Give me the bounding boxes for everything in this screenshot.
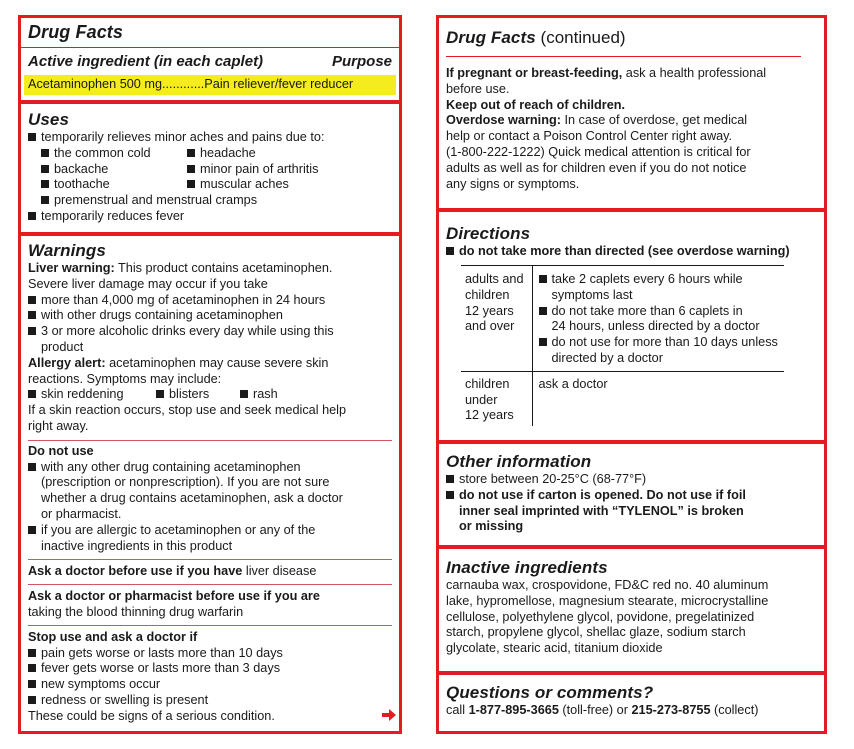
direction-line: symptoms last <box>551 287 633 302</box>
overdose-line: adults as well as for children even if you do not notice <box>446 160 747 175</box>
uses-item: minor pain of arthritis <box>187 162 392 178</box>
allergy-item: rash <box>240 387 392 403</box>
allergy-alert-text: reactions. Symptoms may include: <box>28 371 222 386</box>
adults-instructions <box>532 266 784 372</box>
drug-facts-left-panel <box>18 15 402 734</box>
pregnant-warning: If pregnant or breast-feeding, ask a health professional <box>446 66 767 80</box>
questions-contact: call 1-877-895-3665 (toll-free) or 215-273-8755 (collect) <box>446 703 759 717</box>
allergy-after: If a skin reaction occurs, stop use and seek medical help <box>28 403 347 418</box>
direction-item: do not use for more than 10 days unless <box>539 335 778 351</box>
adults-label: adults and children 12 years and over <box>461 266 532 372</box>
drug-facts-right-panel <box>436 15 827 734</box>
liver-warning: Liver warning: This product contains acetaminophen. <box>28 261 333 275</box>
bullet-square-icon <box>28 311 36 319</box>
bullet-square-icon <box>41 149 49 157</box>
purpose-heading: Purpose <box>331 53 392 70</box>
active-ingredient-section <box>21 18 399 104</box>
ask-pharmacist-text: taking the blood thinning drug warfarin <box>28 604 244 619</box>
active-ingredient-header <box>28 52 392 71</box>
questions-title: Questions or comments? <box>446 683 654 702</box>
drug-facts-title: Drug Facts <box>28 22 124 42</box>
warnings-title: Warnings <box>28 241 106 260</box>
uses-item: toothache <box>41 177 187 193</box>
bullet-square-icon <box>28 212 36 220</box>
liver-warning-text: Severe liver damage may occur if you take <box>28 276 268 291</box>
carton-line: or missing <box>459 519 524 534</box>
do-not-use-item: if you are allergic to acetaminophen or any of the <box>28 523 392 539</box>
children-label: children under 12 years <box>461 371 532 426</box>
uses-section <box>21 104 399 236</box>
children-instructions: ask a doctor <box>538 376 608 391</box>
do-not-use-item: with any other drug containing acetaminophen <box>28 460 392 476</box>
inactive-line: lake, hypromellose, magnesium stearate, microcrystalline <box>446 593 769 608</box>
direction-item: take 2 caplets every 6 hours while <box>539 272 778 288</box>
bullet-square-icon <box>28 327 36 335</box>
uses-title: Uses <box>28 110 70 129</box>
table-row <box>461 266 784 372</box>
inactive-line: carnauba wax, crospovidone, FD&C red no. 40 aluminum <box>446 578 769 592</box>
stop-use-title: Stop use and ask a doctor if <box>28 629 198 644</box>
other-information-section <box>439 444 824 549</box>
keep-out-of-reach: Keep out of reach of children. <box>446 97 626 112</box>
direction-line: directed by a doctor <box>551 350 663 365</box>
directions-section <box>439 212 824 444</box>
overdose-line: (1-800-222-1222) Quick medical attention is critical for <box>446 144 751 159</box>
bullet-square-icon <box>240 390 248 398</box>
bullet-square-icon <box>539 307 547 315</box>
bullet-square-icon <box>446 475 454 483</box>
phone-collect: 215-273-8755 <box>631 703 711 717</box>
bullet-square-icon <box>187 180 195 188</box>
active-ingredient-line: Acetaminophen 500 mg............Pain reliever/fever reducer <box>24 75 396 95</box>
uses-item: premenstrual and menstrual cramps <box>28 193 392 209</box>
do-not-use-line: (prescription or nonprescription). If you are not sure <box>41 475 330 490</box>
overdose-warning: Overdose warning: In case of overdose, get medical <box>446 113 748 128</box>
do-not-use-line: whether a drug contains acetaminophen, ask a doctor <box>41 491 343 506</box>
direction-item: do not take more than 6 caplets in <box>539 304 778 320</box>
ask-doctor: Ask a doctor before use if you have liver disease <box>28 564 317 579</box>
divider <box>28 559 392 560</box>
stop-item: redness or swelling is present <box>28 693 392 709</box>
bullet-square-icon <box>28 390 36 398</box>
store-item: store between 20-25°C (68-77°F) <box>446 472 817 488</box>
stop-item: new symptoms occur <box>28 677 392 693</box>
bullet-square-icon <box>187 165 195 173</box>
stop-item: pain gets worse or lasts more than 10 days <box>28 646 392 662</box>
directions-table <box>461 265 784 426</box>
bullet-square-icon <box>539 275 547 283</box>
divider <box>28 440 392 441</box>
questions-section <box>439 675 824 731</box>
overdose-line: any signs or symptoms. <box>446 176 580 191</box>
overdose-line: help or contact a Poison Control Center right away. <box>446 129 733 144</box>
do-not-use-line: or pharmacist. <box>41 506 122 521</box>
bullet-square-icon <box>41 196 49 204</box>
bullet-square-icon <box>28 696 36 704</box>
bullet-square-icon <box>156 390 164 398</box>
liver-item: with other drugs containing acetaminophen <box>28 308 392 324</box>
uses-grid <box>28 146 392 193</box>
bullet-square-icon <box>28 133 36 141</box>
inactive-line: starch, propylene glycol, shellac glaze, sodium starch <box>446 625 746 640</box>
warnings-continued-section <box>439 18 824 212</box>
allergy-item: blisters <box>156 387 240 403</box>
active-ingredient-heading: Active ingredient (in each caplet) <box>28 53 264 70</box>
uses-item: muscular aches <box>187 177 392 193</box>
stop-last-line: These could be signs of a serious condition. <box>28 708 275 723</box>
bullet-square-icon <box>41 165 49 173</box>
bullet-square-icon <box>446 247 454 255</box>
do-not-use-line: inactive ingredients in this product <box>41 538 233 553</box>
other-info-title: Other information <box>446 452 592 471</box>
liver-item: more than 4,000 mg of acetaminophen in 24 hours <box>28 293 392 309</box>
bullet-square-icon <box>28 296 36 304</box>
liver-item-cont: product <box>41 339 84 354</box>
bullet-square-icon <box>187 149 195 157</box>
allergy-after-2: right away. <box>28 418 89 433</box>
uses-intro: temporarily relieves minor aches and pains due to: <box>28 130 392 146</box>
warnings-section <box>21 236 399 731</box>
directions-title: Directions <box>446 224 531 243</box>
bullet-square-icon <box>28 664 36 672</box>
stop-item: fever gets worse or lasts more than 3 days <box>28 661 392 677</box>
inactive-title: Inactive ingredients <box>446 558 608 577</box>
bullet-square-icon <box>28 463 36 471</box>
carton-line: inner seal imprinted with “TYLENOL” is broken <box>459 503 744 518</box>
drug-facts-continued-title: Drug Facts (continued) <box>446 28 626 47</box>
bullet-square-icon <box>446 491 454 499</box>
bullet-square-icon <box>28 526 36 534</box>
pregnant-warning-text: before use. <box>446 81 510 96</box>
ask-pharmacist-label: Ask a doctor or pharmacist before use if you are <box>28 589 320 604</box>
bullet-square-icon <box>28 680 36 688</box>
allergy-items <box>28 387 392 403</box>
uses-item: backache <box>41 162 187 178</box>
continue-arrow-icon <box>382 709 396 721</box>
bullet-square-icon <box>41 180 49 188</box>
bullet-square-icon <box>28 649 36 657</box>
divider <box>28 625 392 626</box>
direction-line: 24 hours, unless directed by a doctor <box>551 319 760 334</box>
inactive-ingredients-section <box>439 549 824 675</box>
table-row <box>461 371 784 426</box>
divider <box>446 56 801 57</box>
inactive-line: cellulose, polyethylene glycol, povidone, pregelatinized <box>446 609 755 624</box>
allergy-item: skin reddening <box>28 387 156 403</box>
carton-item: do not use if carton is opened. Do not use if foil <box>446 488 817 504</box>
uses-item: headache <box>187 146 392 162</box>
directions-intro: do not take more than directed (see overdose warning) <box>446 244 817 260</box>
uses-item: the common cold <box>41 146 187 162</box>
divider <box>28 584 392 585</box>
bullet-square-icon <box>539 338 547 346</box>
liver-item: 3 or more alcoholic drinks every day while using this <box>28 324 392 340</box>
uses-item: temporarily reduces fever <box>28 209 392 225</box>
allergy-alert: Allergy alert: acetaminophen may cause severe skin <box>28 355 329 370</box>
do-not-use-title: Do not use <box>28 443 94 458</box>
inactive-line: glycolate, stearic acid, titanium dioxide <box>446 641 663 656</box>
phone-tollfree: 1-877-895-3665 <box>468 703 559 717</box>
